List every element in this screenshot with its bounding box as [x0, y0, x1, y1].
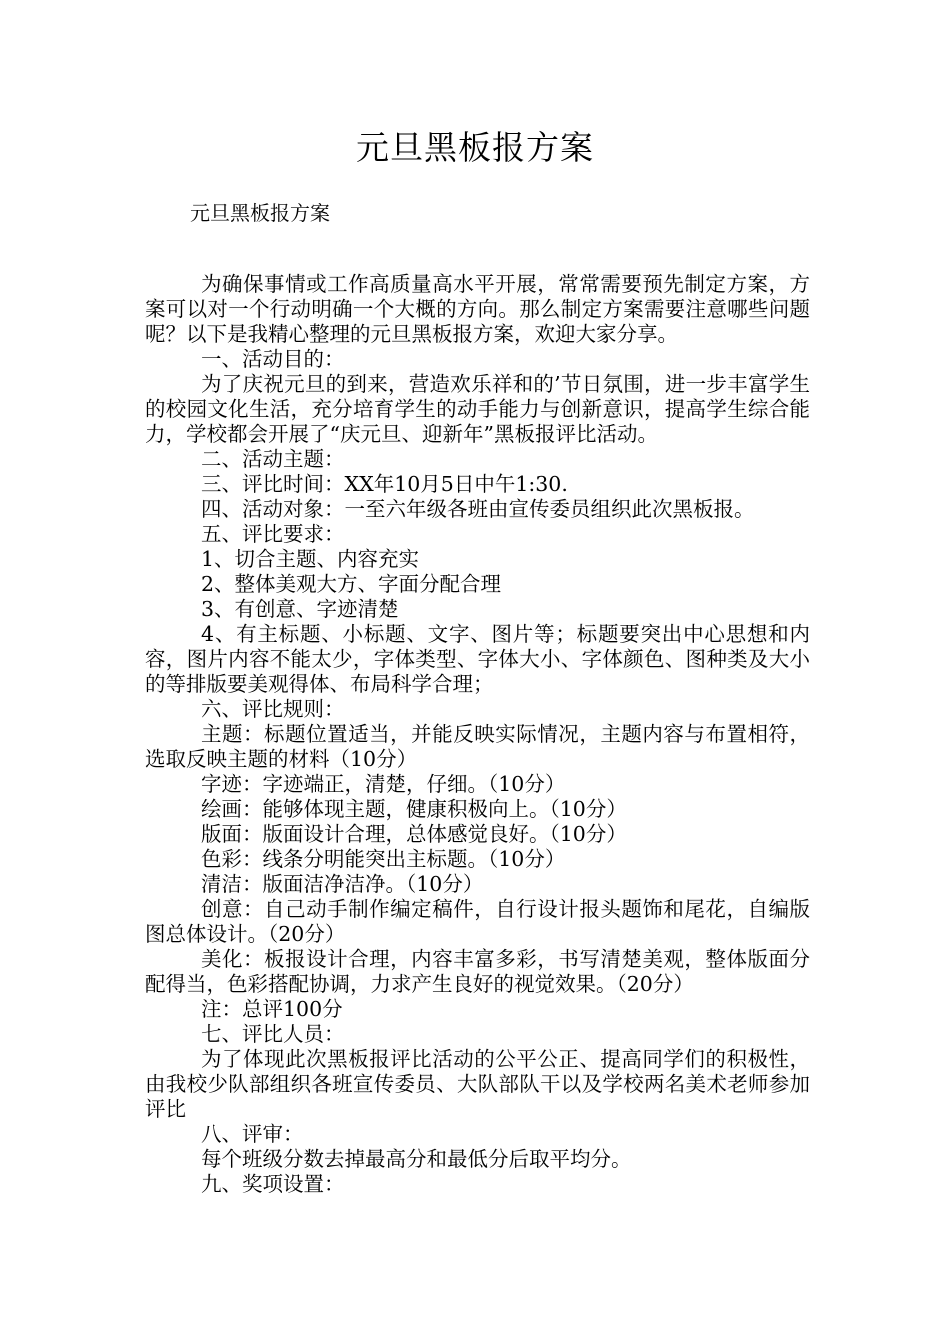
rule-item: 绘画：能够体现主题，健康积极向上。（10分） — [201, 797, 627, 821]
section-heading-theme: 二、活动主题： — [201, 447, 345, 471]
requirement-item: 2、整体美观大方、字面分配合理 — [201, 572, 502, 596]
section-heading-awards: 九、奖项设置： — [201, 1172, 345, 1196]
rule-item: 清洁：版面洁净洁净。（10分） — [201, 872, 484, 896]
rule-item: 美化：板报设计合理，内容丰富多彩，书写清楚美观，整体版面分配得当，色彩搭配协调，力求产生良好的视觉效果。（20分） — [145, 947, 810, 996]
rule-item: 创意：自己动手制作编定稿件，自行设计报头题饰和尾花，自编版图总体设计。（20分） — [145, 897, 810, 946]
rule-item: 主题：标题位置适当，并能反映实际情况，主题内容与布置相符，选取反映主题的材料（10分） — [145, 722, 810, 771]
rule-item: 字迹：字迹端正，清楚，仔细。（10分） — [201, 772, 566, 796]
purpose-paragraph: 为了庆祝元旦的到来，营造欢乐祥和的’节日氛围，进一步丰富学生的校园文化生活，充分培育学生的动手能力与创新意识，提高学生综合能力，学校都会开展了“庆元旦、迎新年”黑板报评比活动。 — [145, 372, 810, 446]
section-heading-target: 四、活动对象：一至六年级各班由宣传委员组织此次黑板报。 — [201, 497, 755, 521]
document-title: 元旦黑板报方案 — [356, 128, 594, 167]
rule-item: 版面：版面设计合理，总体感觉良好。（10分） — [201, 822, 627, 846]
section-heading-requirements: 五、评比要求： — [201, 522, 345, 546]
judges-paragraph: 为了体现此次黑板报评比活动的公平公正、提高同学们的积极性，由我校少队部组织各班宣传委员、大队部队干以及学校两名美术老师参加评比 — [145, 1047, 810, 1121]
document-subtitle: 元旦黑板报方案 — [190, 201, 330, 225]
section-heading-review: 八、评审： — [201, 1122, 304, 1146]
requirement-item: 3、有创意、字迹清楚 — [201, 597, 399, 621]
requirement-item: 1、切合主题、内容充实 — [201, 547, 420, 571]
section-heading-time: 三、评比时间：XX年10月5日中午1:30. — [201, 472, 568, 496]
section-heading-purpose: 一、活动目的： — [201, 347, 345, 371]
total-score-note: 注：总评100分 — [201, 997, 343, 1021]
section-heading-rules: 六、评比规则： — [201, 697, 345, 721]
section-heading-judges: 七、评比人员： — [201, 1022, 345, 1046]
document-body — [145, 272, 810, 1197]
review-paragraph: 每个班级分数去掉最高分和最低分后取平均分。 — [201, 1147, 632, 1171]
requirement-item: 4、有主标题、小标题、文字、图片等；标题要突出中心思想和内容，图片内容不能太少，字体类型、字体大小、字体颜色、图种类及大小的等排版要美观得体、布局科学合理； — [145, 622, 810, 696]
rule-item: 色彩：线条分明能突出主标题。（10分） — [201, 847, 566, 871]
intro-paragraph: 为确保事情或工作高质量高水平开展，常常需要预先制定方案，方案可以对一个行动明确一个大概的方向。那么制定方案需要注意哪些问题呢？以下是我精心整理的元旦黑板报方案，欢迎大家分享。 — [145, 272, 810, 346]
